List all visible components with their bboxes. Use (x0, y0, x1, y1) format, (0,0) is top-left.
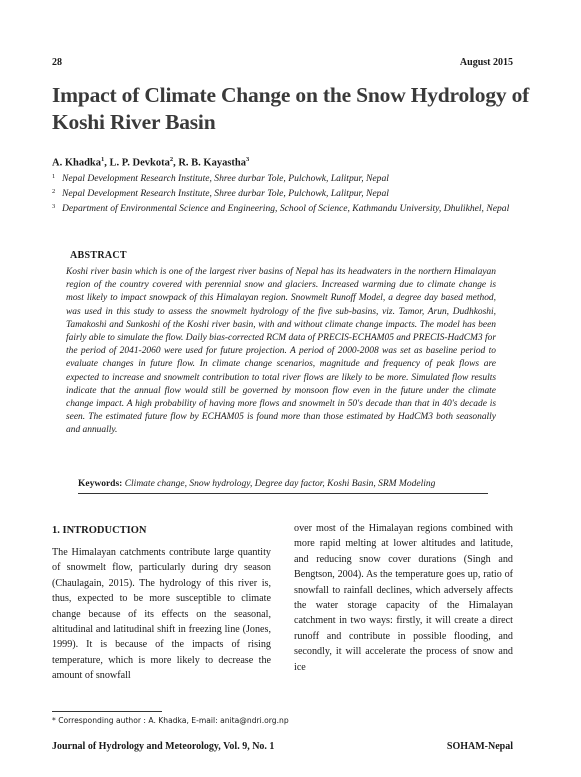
page-number: 28 (52, 57, 62, 68)
author-name: R. B. Kayastha (178, 157, 247, 169)
abstract-body: Koshi river basin which is one of the largest river basins of Nepal has its headwaters in the northern Himalayan region of the country covered with perennial snow and glaciers. Increased warming due to climate change is most likely to impact snowpack of this Himalayan region. Snowmelt Runoff Model, a degree day based method, was used in this study to assess the snowmelt hydrology of the five sub-basins, viz. Tamor, Arun, Dudhkoshi, Tamakoshi and Sunkoshi of the Koshi river basin, with and without climate change impacts. The model has been fairly able to simulate the flow. Daily bias-corrected RCM data of PRECIS-ECHAM05 and PRECIS-HadCM3 for the period of 2041-2060 were used for future projection. A period of 2000-2008 was set as baseline period to evaluate changes in future flow. In climate change scenarios, magnitude and frequency of peak flows are expected to increase and snowmelt contribution to total river flows are likely to be more. Simulated flow results indicate that the annual flow would still be governed by monsoon flow even in the future under the climate change impact. A high probability of having more flows and snowmelt in 50's decade than that in 40's decade is seen. The estimated future flow by ECHAM05 is found more than those estimated by HadCM3 both seasonally and annually. (66, 267, 496, 436)
issue-date: August 2015 (459, 57, 513, 68)
author-name: A. Khadka (52, 157, 102, 169)
affiliation-text: Nepal Development Research Institute, Shree durbar Tole, Pulchowk, Lalitpur, Nepal (62, 188, 389, 199)
affiliation-number: 1 (52, 173, 56, 180)
publisher-name: SOHAM-Nepal (446, 741, 513, 752)
affiliation-text: Department of Environmental Science and Engineering, School of Science, Kathmandu University, Dhulikhel, Nepal (62, 203, 510, 214)
affiliation-number: 2 (52, 188, 56, 195)
author-list (52, 156, 249, 169)
corresponding-author-footnote: * Corresponding author : A. Khadka, E-mail: anita@ndri.org.np (52, 716, 289, 725)
keywords (78, 479, 435, 489)
affiliation (52, 187, 514, 200)
author-affiliation-mark: 2 (169, 156, 174, 163)
keywords-divider (78, 493, 488, 494)
journal-citation: Journal of Hydrology and Meteorology, Vol. 9, No. 1 (52, 741, 275, 752)
footnote-divider (52, 711, 162, 712)
author-separator: , (104, 157, 110, 169)
author-affiliation-mark: 3 (246, 156, 250, 163)
body-column-right: over most of the Himalayan regions combined with more rapid melting at lower altitudes and latitude, and reducing snow cover durations (Singh and Bengtson, 2004). As the temperature goes up, ratio of snowfall to rainfall declines, which adversely affects the water storage capacity of the Himalayan catchment in two ways: firstly, it will create a direct runoff and contribute in possible flooding, and secondly, it will accelerate the process of snow and ice (294, 523, 513, 673)
body-column-left: The Himalayan catchments contribute large quantity of snowmelt flow, particularly during dry season (Chaulagain, 2015). The hydrology of this river is, thus, expected to be more susceptible to climate change because of its effects on the seasonal, altitudinal and latitudinal shift in freezing line (Jones, 1999). It is because of the impacts of rising temperature, which is more likely to decrease the amount of snowfall (52, 547, 271, 682)
paper-title: Impact of Climate Change on the Snow Hydrology of Koshi River Basin (52, 83, 530, 134)
affiliation (52, 172, 514, 185)
affiliation (52, 202, 514, 215)
keywords-text: Climate change, Snow hydrology, Degree day factor, Koshi Basin, SRM Modeling (124, 479, 436, 489)
author-name: L. P. Devkota (109, 157, 170, 169)
author-affiliation-mark: 1 (101, 156, 105, 163)
author-separator: , (173, 157, 179, 169)
section-heading-introduction: 1. INTRODUCTION (52, 525, 147, 536)
keywords-label: Keywords: (78, 479, 123, 489)
affiliation-number: 3 (52, 203, 56, 210)
abstract-heading: ABSTRACT (70, 250, 127, 261)
affiliation-text: Nepal Development Research Institute, Shree durbar Tole, Pulchowk, Lalitpur, Nepal (62, 173, 389, 184)
